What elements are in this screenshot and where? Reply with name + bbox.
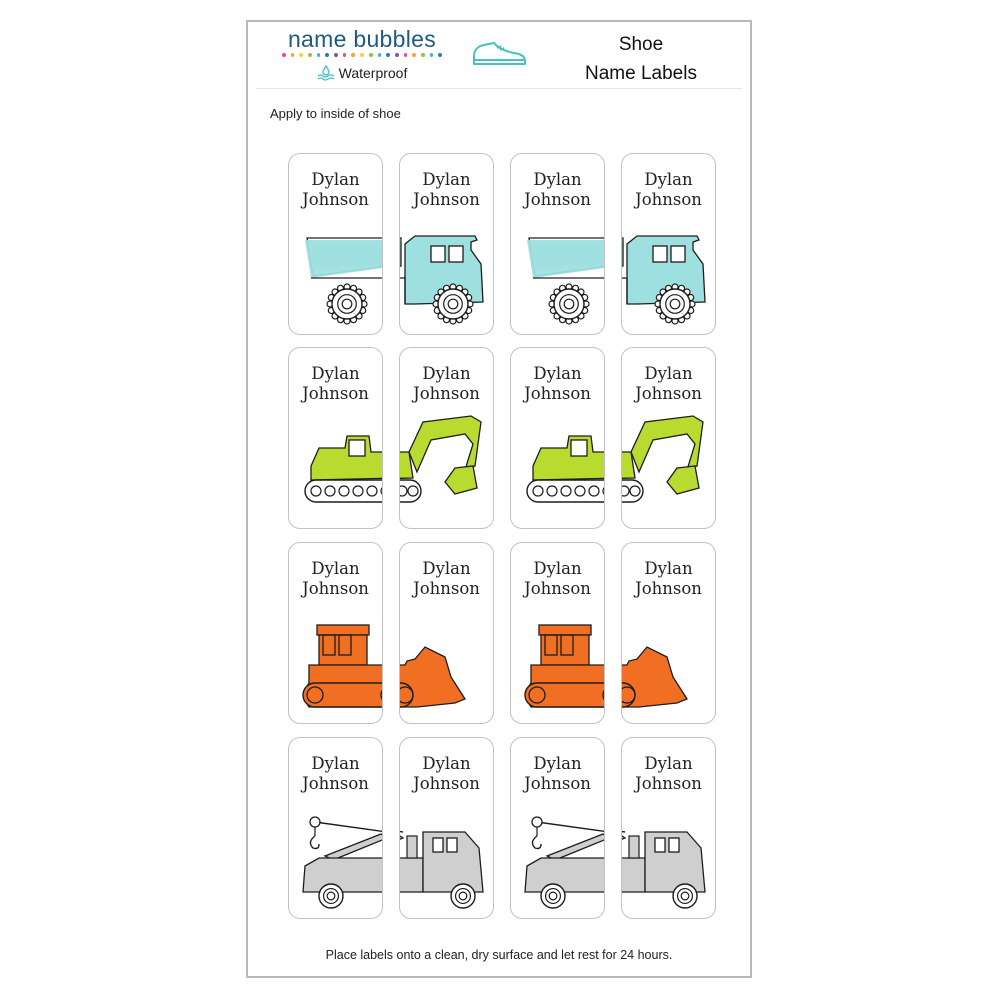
first-name: Dylan (533, 754, 582, 773)
label-name-text (289, 170, 382, 210)
waterproof-badge (282, 65, 442, 81)
brand-dot (282, 53, 286, 57)
label-name-text (511, 754, 604, 794)
brand-dot (412, 53, 416, 57)
label-name-text (622, 364, 715, 404)
brand-dot (343, 53, 347, 57)
label-sheet (246, 20, 752, 978)
first-name: Dylan (533, 170, 582, 189)
first-name: Dylan (644, 364, 693, 383)
label-name-text (400, 559, 493, 599)
first-name: Dylan (311, 170, 360, 189)
shoe-icon (470, 38, 528, 72)
last-name: Johnson (302, 384, 369, 403)
title-line-1: Shoe (618, 34, 664, 55)
name-label (288, 737, 383, 919)
brand-dot (360, 53, 364, 57)
first-name: Dylan (644, 754, 693, 773)
first-name: Dylan (311, 559, 360, 578)
brand-dot (404, 53, 408, 57)
name-label (621, 542, 716, 724)
last-name: Johnson (413, 579, 480, 598)
first-name: Dylan (422, 364, 471, 383)
name-label (621, 153, 716, 335)
name-label (510, 542, 605, 724)
first-name: Dylan (311, 364, 360, 383)
last-name: Johnson (524, 190, 591, 209)
brand-dot (317, 53, 321, 57)
label-name-text (400, 364, 493, 404)
brand-dot (438, 53, 442, 57)
label-name-text (400, 170, 493, 210)
last-name: Johnson (524, 384, 591, 403)
apply-instruction: Apply to inside of shoe (270, 106, 401, 121)
brand-dots (282, 53, 442, 58)
page-title (556, 30, 726, 88)
name-label (399, 542, 494, 724)
brand-dot (334, 53, 338, 57)
water-drop-icon (317, 65, 335, 81)
brand-dot (378, 53, 382, 57)
brand-dot (369, 53, 373, 57)
first-name: Dylan (533, 559, 582, 578)
first-name: Dylan (311, 754, 360, 773)
title-line-2: Name Labels (585, 63, 697, 84)
label-name-text (622, 754, 715, 794)
first-name: Dylan (644, 170, 693, 189)
name-label (510, 347, 605, 529)
first-name: Dylan (533, 364, 582, 383)
brand-dot (291, 53, 295, 57)
last-name: Johnson (524, 579, 591, 598)
last-name: Johnson (302, 579, 369, 598)
last-name: Johnson (302, 774, 369, 793)
label-name-text (511, 364, 604, 404)
name-label (399, 153, 494, 335)
name-label (288, 153, 383, 335)
brand-dot (325, 53, 329, 57)
last-name: Johnson (635, 384, 702, 403)
last-name: Johnson (635, 190, 702, 209)
brand-dot (421, 53, 425, 57)
first-name: Dylan (644, 559, 693, 578)
first-name: Dylan (422, 559, 471, 578)
label-name-text (511, 559, 604, 599)
brand-dot (395, 53, 399, 57)
label-name-text (289, 364, 382, 404)
name-label (399, 347, 494, 529)
label-name-text (289, 559, 382, 599)
label-name-text (622, 559, 715, 599)
last-name: Johnson (635, 774, 702, 793)
brand-logo (282, 26, 442, 81)
name-label (399, 737, 494, 919)
name-label (288, 542, 383, 724)
last-name: Johnson (413, 384, 480, 403)
last-name: Johnson (413, 190, 480, 209)
name-label (288, 347, 383, 529)
label-name-text (511, 170, 604, 210)
label-name-text (622, 170, 715, 210)
header-divider (256, 88, 742, 89)
first-name: Dylan (422, 754, 471, 773)
label-name-text (400, 754, 493, 794)
first-name: Dylan (422, 170, 471, 189)
waterproof-text: Waterproof (338, 65, 408, 81)
brand-name: name bubbles (287, 26, 437, 52)
last-name: Johnson (524, 774, 591, 793)
name-label (621, 347, 716, 529)
brand-dot (386, 53, 390, 57)
brand-dot (299, 53, 303, 57)
brand-dot (308, 53, 312, 57)
last-name: Johnson (635, 579, 702, 598)
last-name: Johnson (302, 190, 369, 209)
care-instruction: Place labels onto a clean, dry surface and let rest for 24 hours. (325, 948, 673, 962)
name-label (510, 737, 605, 919)
brand-dot (430, 53, 434, 57)
name-label (621, 737, 716, 919)
label-name-text (289, 754, 382, 794)
brand-dot (351, 53, 355, 57)
name-label (510, 153, 605, 335)
last-name: Johnson (413, 774, 480, 793)
